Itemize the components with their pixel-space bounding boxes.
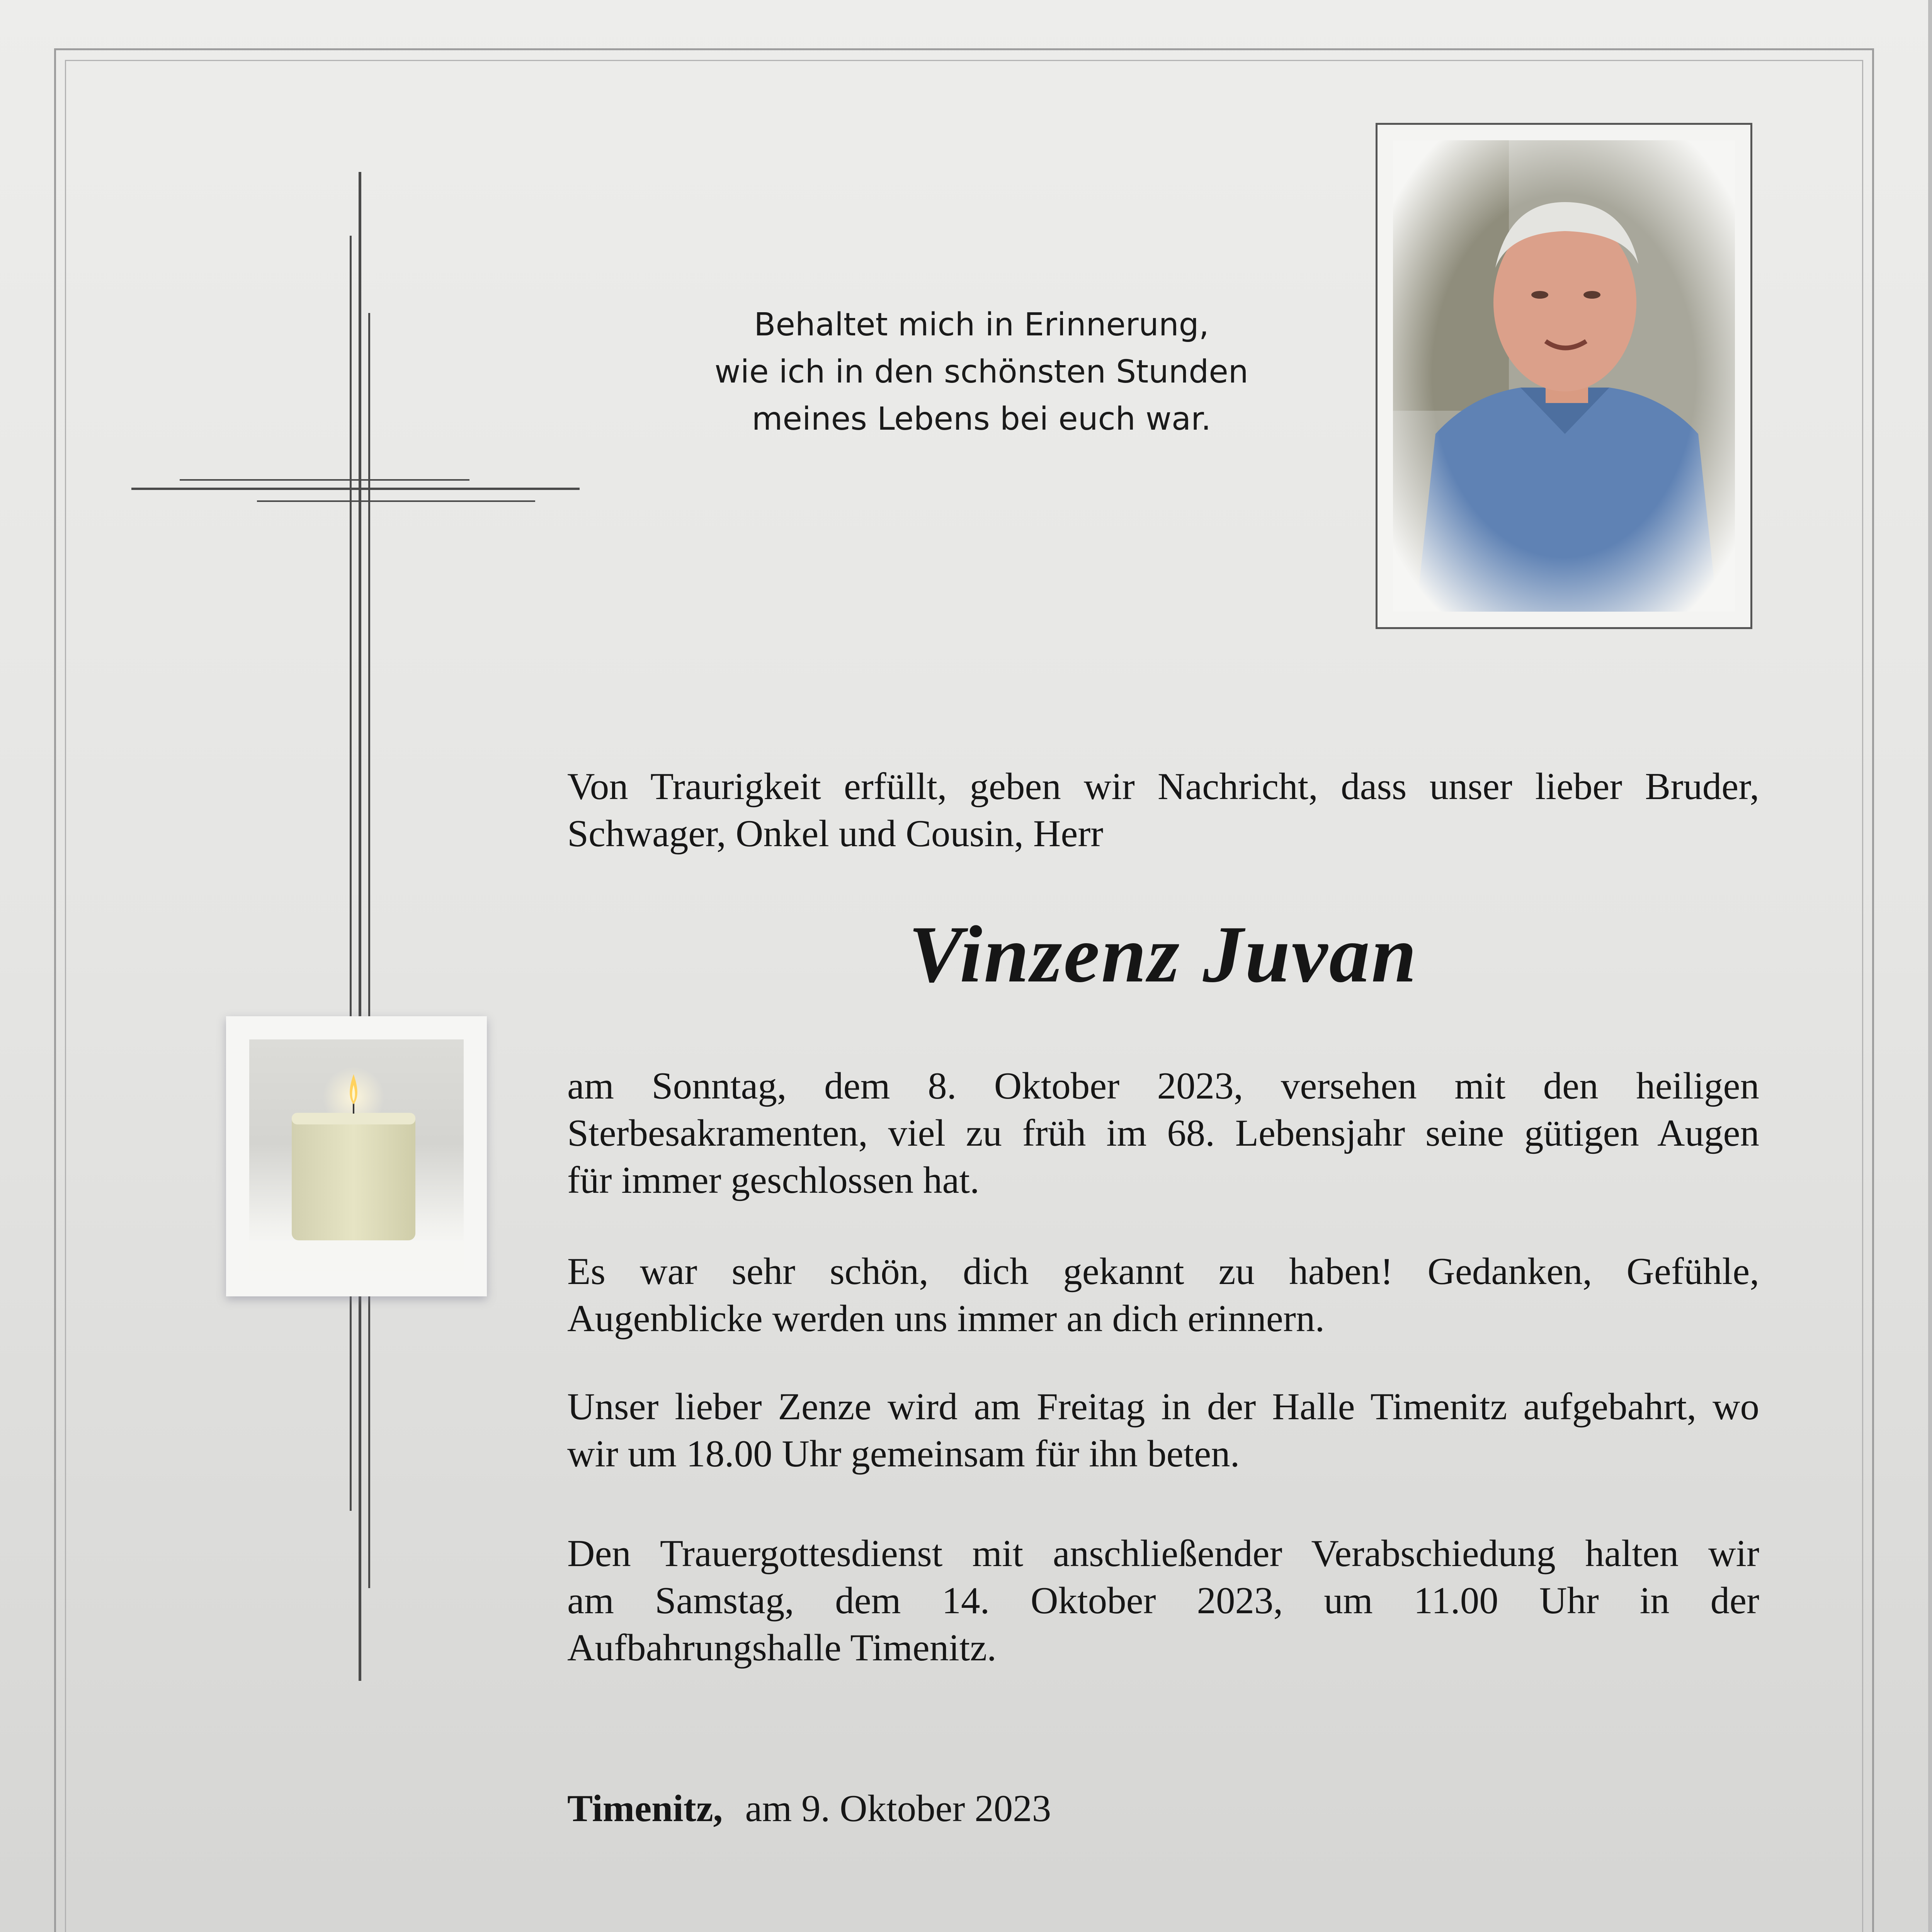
text-line: am Samstag, dem 14. Oktober 2023, um 11.00 Uhr in der xyxy=(567,1580,1759,1622)
candle-icon xyxy=(249,1039,464,1271)
intro-paragraph xyxy=(567,763,1759,857)
text-line: Schwager, Onkel und Cousin, Herr xyxy=(567,813,1104,855)
text-line: Es war sehr schön, dich gekannt zu haben! Gedanken, Gefühle, xyxy=(567,1250,1759,1293)
portrait-frame xyxy=(1376,123,1752,629)
deceased-name: Vinzenz Juvan xyxy=(908,910,1418,999)
place-date xyxy=(567,1785,1051,1832)
place: Timenitz, xyxy=(567,1787,723,1830)
death-notice-paragraph xyxy=(567,1063,1759,1204)
remembrance-paragraph xyxy=(567,1248,1759,1342)
verse-line: meines Lebens bei euch war. xyxy=(752,401,1211,437)
wake-paragraph xyxy=(567,1383,1759,1478)
candle-image-frame xyxy=(226,1016,487,1296)
verse-line: wie ich in den schönsten Stunden xyxy=(714,354,1248,390)
portrait-photo xyxy=(1393,140,1735,612)
verse xyxy=(649,301,1314,443)
date: am 9. Oktober 2023 xyxy=(745,1787,1051,1830)
text-line: Augenblicke werden uns immer an dich erinnern. xyxy=(567,1298,1325,1340)
text-line: wir um 18.00 Uhr gemeinsam für ihn beten. xyxy=(567,1433,1240,1475)
text-line: Sterbesakramenten, viel zu früh im 68. Lebensjahr seine gütigen Augen xyxy=(567,1112,1759,1154)
text-line: für immer geschlossen hat. xyxy=(567,1159,980,1201)
funeral-paragraph xyxy=(567,1530,1759,1672)
text-line: am Sonntag, dem 8. Oktober 2023, versehen mit den heiligen xyxy=(567,1065,1759,1107)
text-line: Aufbahrungshalle Timenitz. xyxy=(567,1627,997,1669)
text-line: Von Traurigkeit erfüllt, geben wir Nachricht, dass unser lieber Bruder, xyxy=(567,765,1759,808)
text-line: Unser lieber Zenze wird am Freitag in der Halle Timenitz aufgebahrt, wo xyxy=(567,1386,1759,1428)
verse-line: Behaltet mich in Erinnerung, xyxy=(754,306,1209,343)
scan-edge xyxy=(1928,0,1932,1932)
text-line: Den Trauergottesdienst mit anschließender Verabschiedung halten wir xyxy=(567,1532,1759,1575)
